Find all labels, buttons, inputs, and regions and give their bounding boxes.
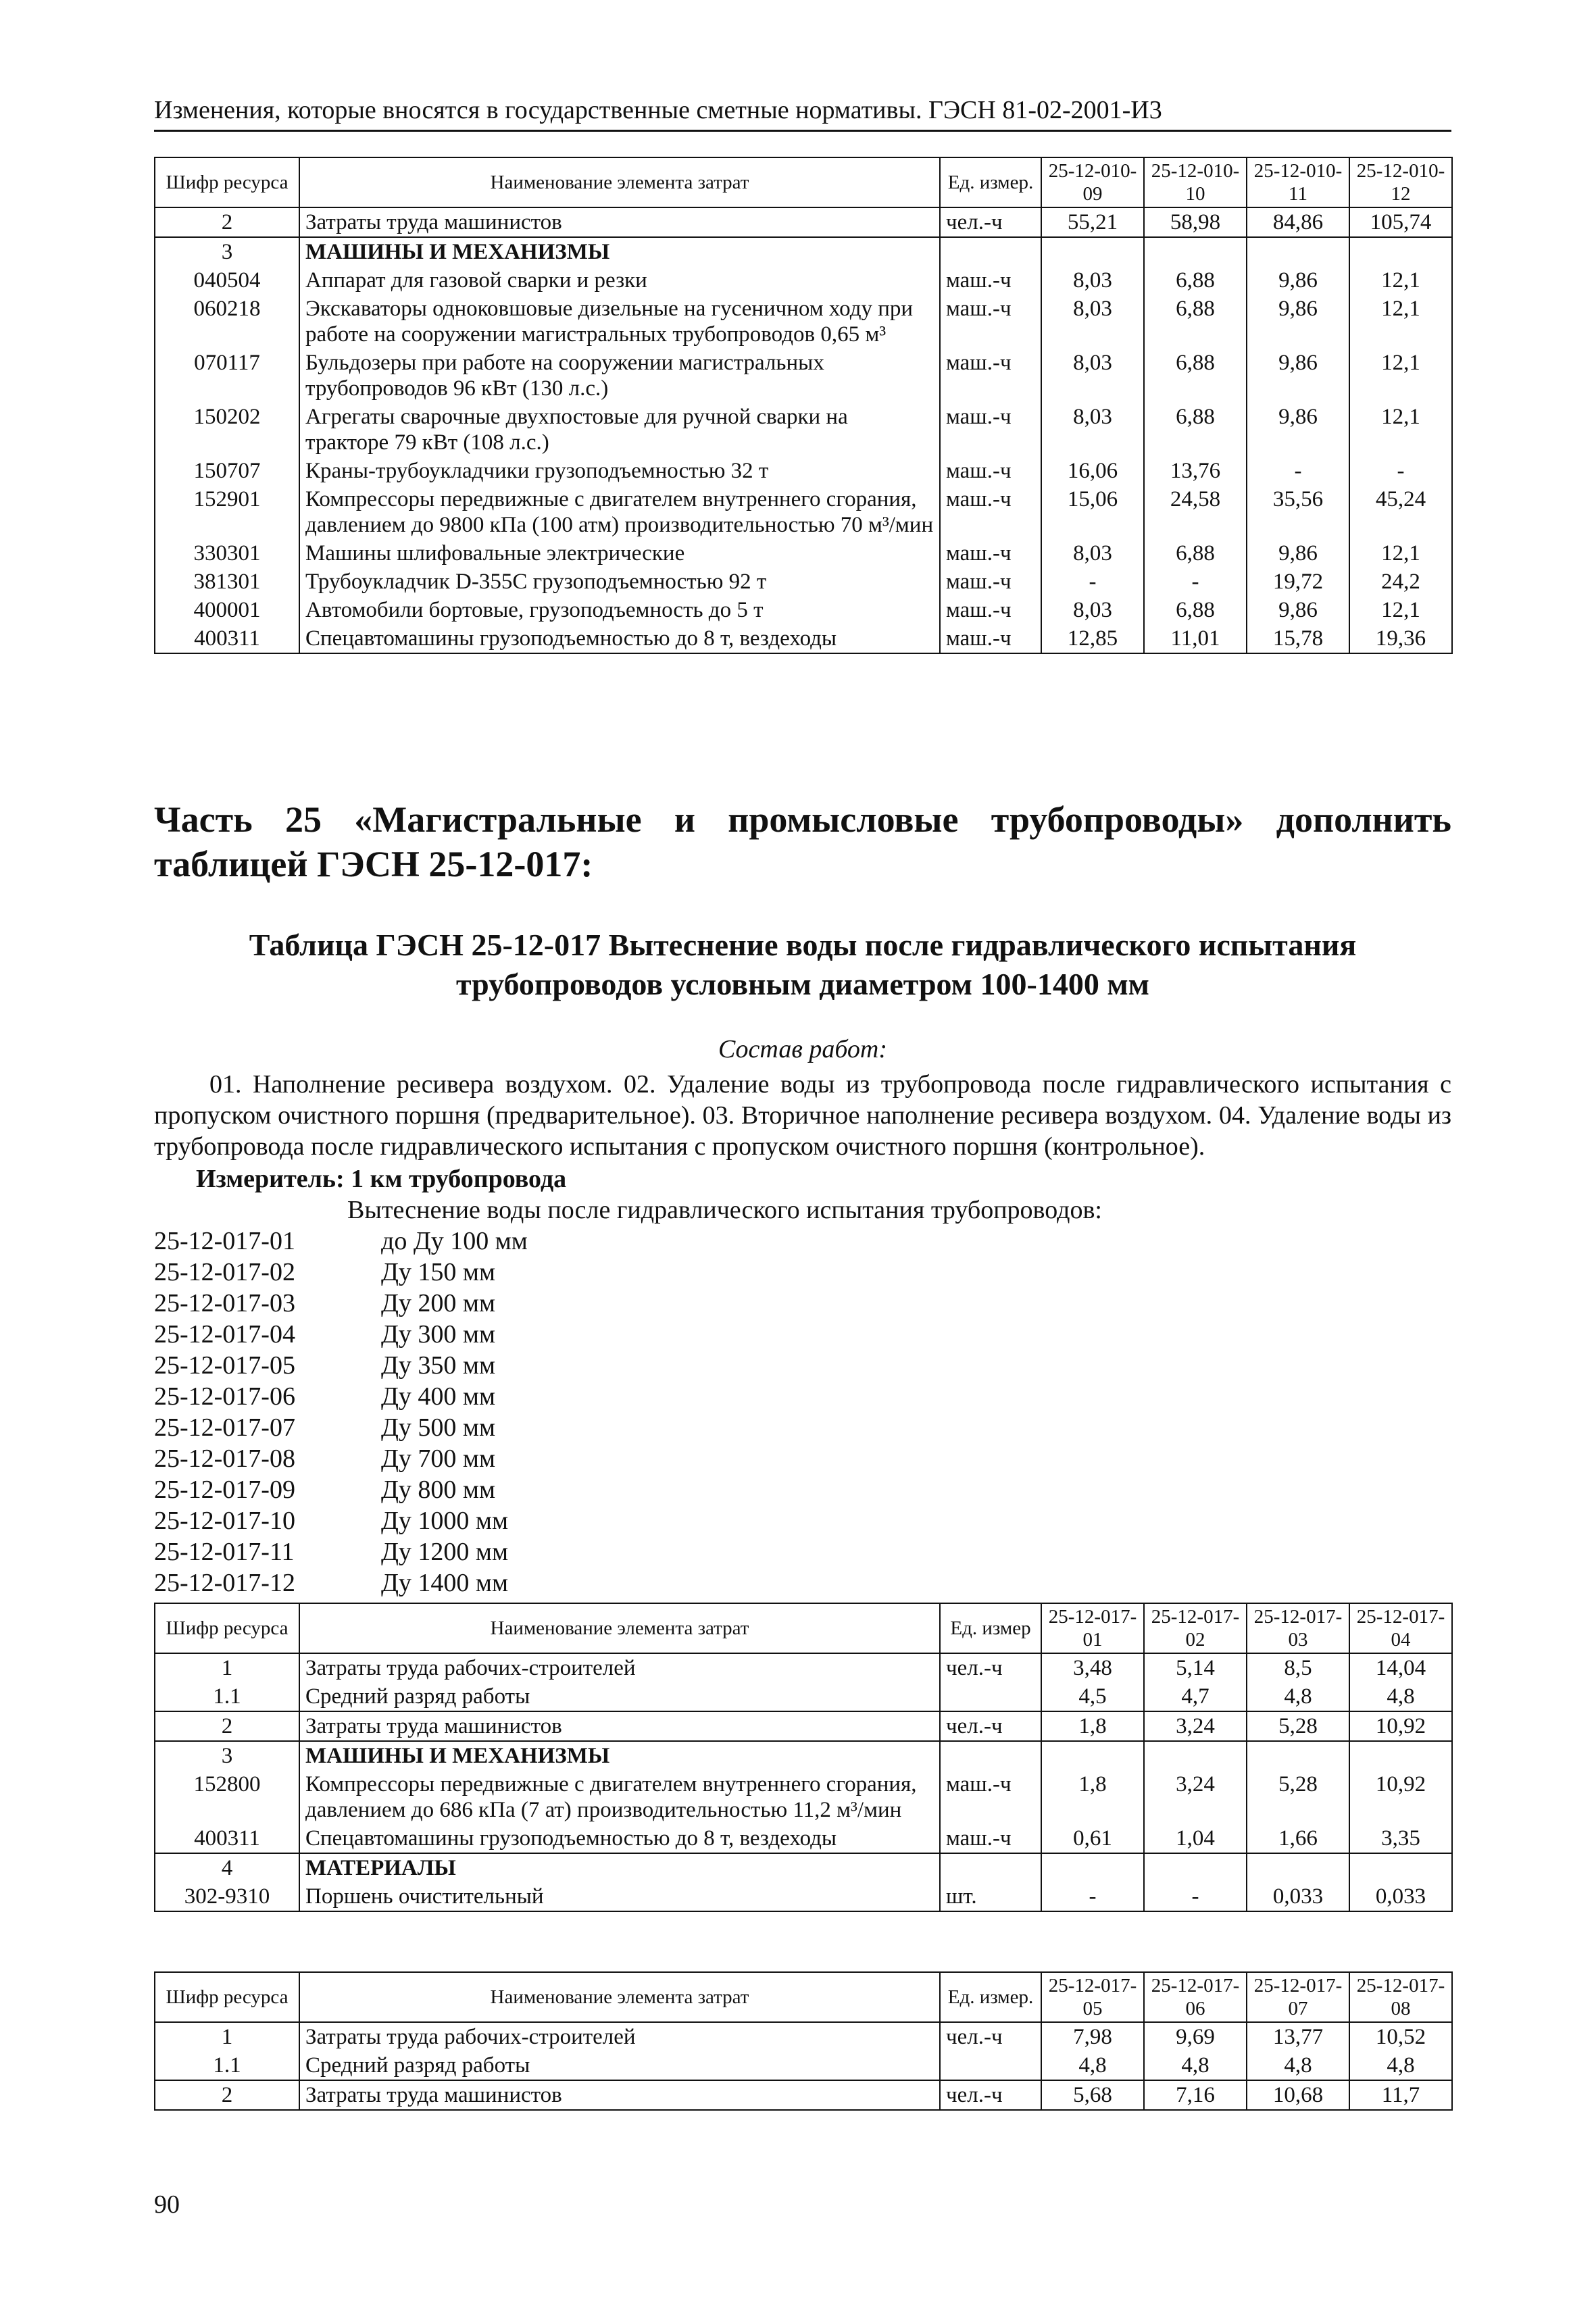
meter-line: Измеритель: 1 км трубопровода xyxy=(196,1165,567,1193)
unit-cell: чел.-ч xyxy=(940,207,1041,237)
cost-element-name: Затраты труда рабочих-строителей xyxy=(299,2022,940,2051)
header-col-4: 25-12-017-04 xyxy=(1349,1603,1452,1653)
value-cell: 9,86 xyxy=(1247,266,1349,295)
cost-element-name: Спецавтомашины грузоподъемностью до 8 т, вездеходы xyxy=(299,1824,940,1853)
value-cell: 12,1 xyxy=(1349,403,1452,457)
table-row xyxy=(155,596,1452,624)
header-col-2: 25-12-010-10 xyxy=(1144,157,1247,207)
unit-cell: чел.-ч xyxy=(940,2022,1041,2051)
unit-cell: маш.-ч xyxy=(940,624,1041,653)
value-cell: 8,03 xyxy=(1041,539,1144,568)
variant-label: Ду 350 мм xyxy=(381,1351,496,1380)
header-code: Шифр ресурса xyxy=(155,157,299,207)
table-title: Таблица ГЭСН 25-12-017 Вытеснение воды после гидравлического испытания трубопроводов условным диаметром 100-1400 мм xyxy=(249,928,1357,1001)
cost-element-name: Трубоукладчик D-355C грузоподъемностью 92 т xyxy=(299,568,940,596)
list-item xyxy=(154,1567,528,1599)
resource-code: 2 xyxy=(155,1711,299,1741)
work-composition-text: 01. Наполнение ресивера воздухом. 02. Удаление воды из трубопровода после гидравлического испытания с пропуском очистного поршня (предварительное). 03. Вторичное наполнение ресивера воздухом. 04. Удаление воды из трубопровода после гидравлического испытания с пропуском очистного поршня (контрольное). xyxy=(154,1070,1451,1161)
value-cell: 11,01 xyxy=(1144,624,1247,653)
value-cell: 8,03 xyxy=(1041,266,1144,295)
value-cell: 14,04 xyxy=(1349,1653,1452,1682)
variant-code: 25-12-017-08 xyxy=(154,1444,295,1473)
unit-cell: маш.-ч xyxy=(940,403,1041,457)
resource-table-017-05-08 xyxy=(154,1971,1453,2111)
value-cell: 58,98 xyxy=(1144,207,1247,237)
cost-element-name: Затраты труда машинистов xyxy=(299,207,940,237)
value-cell: 35,56 xyxy=(1247,485,1349,539)
value-cell: 8,03 xyxy=(1041,596,1144,624)
value-cell: 6,88 xyxy=(1144,295,1247,349)
value-cell: 10,92 xyxy=(1349,1711,1452,1741)
value-cell: 1,8 xyxy=(1041,1711,1144,1741)
value-cell: 4,5 xyxy=(1041,1682,1144,1711)
cost-element-name: МАШИНЫ И МЕХАНИЗМЫ xyxy=(299,237,940,266)
value-cell: 12,1 xyxy=(1349,349,1452,403)
unit-cell: маш.-ч xyxy=(940,485,1041,539)
header-code: Шифр ресурса xyxy=(155,1603,299,1653)
value-cell: 9,86 xyxy=(1247,349,1349,403)
header-name: Наименование элемента затрат xyxy=(299,1603,940,1653)
table-row xyxy=(155,403,1452,457)
cost-element-name: Экскаваторы одноковшовые дизельные на гусеничном ходу при работе на сооружении магистральных трубопроводов 0,65 м³ xyxy=(299,295,940,349)
resource-code: 400311 xyxy=(155,624,299,653)
resource-code: 152901 xyxy=(155,485,299,539)
table-row xyxy=(155,2080,1452,2110)
value-cell: 4,8 xyxy=(1349,2051,1452,2080)
cost-element-name: МАШИНЫ И МЕХАНИЗМЫ xyxy=(299,1741,940,1770)
unit-cell: чел.-ч xyxy=(940,2080,1041,2110)
resource-code: 302-9310 xyxy=(155,1882,299,1911)
variant-label: Ду 500 мм xyxy=(381,1413,496,1442)
value-cell xyxy=(1247,237,1349,266)
value-cell xyxy=(1349,1741,1452,1770)
work-composition-heading: Состав работ: xyxy=(718,1035,888,1063)
value-cell: 8,5 xyxy=(1247,1653,1349,1682)
variant-code: 25-12-017-01 xyxy=(154,1227,295,1255)
variant-list xyxy=(154,1226,528,1599)
value-cell xyxy=(1144,1741,1247,1770)
variant-label: Ду 300 мм xyxy=(381,1320,496,1349)
variant-code: 25-12-017-10 xyxy=(154,1507,295,1535)
list-item xyxy=(154,1319,528,1350)
variant-label: Ду 200 мм xyxy=(381,1289,496,1317)
value-cell: 4,8 xyxy=(1247,1682,1349,1711)
variant-code: 25-12-017-09 xyxy=(154,1476,295,1504)
unit-cell: маш.-ч xyxy=(940,1770,1041,1824)
value-cell xyxy=(1349,237,1452,266)
list-item xyxy=(154,1350,528,1381)
value-cell: 13,76 xyxy=(1144,457,1247,485)
value-cell: 45,24 xyxy=(1349,485,1452,539)
variant-label: Ду 150 мм xyxy=(381,1258,496,1286)
header-unit: Ед. измер xyxy=(940,1603,1041,1653)
resource-code: 2 xyxy=(155,207,299,237)
unit-cell: маш.-ч xyxy=(940,457,1041,485)
value-cell: 16,06 xyxy=(1041,457,1144,485)
value-cell: 12,1 xyxy=(1349,596,1452,624)
variant-label: до Ду 100 мм xyxy=(381,1227,528,1255)
cost-element-name: Компрессоры передвижные с двигателем внутреннего сгорания, давлением до 686 кПа (7 ат) производительностью 11,2 м³/мин xyxy=(299,1770,940,1824)
value-cell xyxy=(1247,1741,1349,1770)
cost-element-name: МАТЕРИАЛЫ xyxy=(299,1853,940,1882)
table-row xyxy=(155,1882,1452,1911)
variant-label: Ду 1200 мм xyxy=(381,1538,509,1566)
value-cell xyxy=(1041,237,1144,266)
resource-code: 150202 xyxy=(155,403,299,457)
resource-code: 2 xyxy=(155,2080,299,2110)
value-cell: 7,16 xyxy=(1144,2080,1247,2110)
variant-label: Ду 400 мм xyxy=(381,1382,496,1411)
value-cell: 105,74 xyxy=(1349,207,1452,237)
value-cell: 10,92 xyxy=(1349,1770,1452,1824)
table-header-row xyxy=(155,1972,1452,2022)
value-cell: 6,88 xyxy=(1144,403,1247,457)
list-item xyxy=(154,1505,528,1536)
variant-code: 25-12-017-03 xyxy=(154,1289,295,1317)
value-cell: 19,36 xyxy=(1349,624,1452,653)
value-cell: 0,61 xyxy=(1041,1824,1144,1853)
table-row xyxy=(155,1682,1452,1711)
cost-element-name: Затраты труда машинистов xyxy=(299,2080,940,2110)
header-col-1: 25-12-017-05 xyxy=(1041,1972,1144,2022)
resource-code: 1 xyxy=(155,1653,299,1682)
value-cell: 12,85 xyxy=(1041,624,1144,653)
cost-element-name: Средний разряд работы xyxy=(299,2051,940,2080)
resource-code: 400311 xyxy=(155,1824,299,1853)
table-row xyxy=(155,568,1452,596)
value-cell: 9,86 xyxy=(1247,596,1349,624)
value-cell: 19,72 xyxy=(1247,568,1349,596)
table-row xyxy=(155,1653,1452,1682)
table-row xyxy=(155,295,1452,349)
unit-cell: маш.-ч xyxy=(940,539,1041,568)
list-item xyxy=(154,1443,528,1474)
value-cell: 12,1 xyxy=(1349,295,1452,349)
value-cell: 55,21 xyxy=(1041,207,1144,237)
value-cell: 4,7 xyxy=(1144,1682,1247,1711)
resource-code: 3 xyxy=(155,237,299,266)
header-col-2: 25-12-017-02 xyxy=(1144,1603,1247,1653)
table-row xyxy=(155,237,1452,266)
unit-cell xyxy=(940,1853,1041,1882)
variant-code: 25-12-017-07 xyxy=(154,1413,295,1442)
header-code: Шифр ресурса xyxy=(155,1972,299,2022)
table-row xyxy=(155,539,1452,568)
value-cell: 1,04 xyxy=(1144,1824,1247,1853)
resource-code: 1.1 xyxy=(155,1682,299,1711)
value-cell xyxy=(1349,1853,1452,1882)
unit-cell: чел.-ч xyxy=(940,1711,1041,1741)
unit-cell xyxy=(940,237,1041,266)
value-cell: 9,86 xyxy=(1247,403,1349,457)
table-row xyxy=(155,2051,1452,2080)
value-cell: 4,8 xyxy=(1349,1682,1452,1711)
value-cell: 1,66 xyxy=(1247,1824,1349,1853)
value-cell: 4,8 xyxy=(1144,2051,1247,2080)
value-cell: 15,06 xyxy=(1041,485,1144,539)
value-cell: 5,14 xyxy=(1144,1653,1247,1682)
value-cell: - xyxy=(1349,457,1452,485)
list-item xyxy=(154,1536,528,1567)
unit-cell: маш.-ч xyxy=(940,266,1041,295)
unit-cell xyxy=(940,1741,1041,1770)
cost-element-name: Затраты труда рабочих-строителей xyxy=(299,1653,940,1682)
value-cell: 5,28 xyxy=(1247,1770,1349,1824)
value-cell: 5,28 xyxy=(1247,1711,1349,1741)
value-cell: 3,24 xyxy=(1144,1711,1247,1741)
value-cell: 13,77 xyxy=(1247,2022,1349,2051)
variant-code: 25-12-017-02 xyxy=(154,1258,295,1286)
list-item xyxy=(154,1381,528,1412)
list-item xyxy=(154,1226,528,1257)
unit-cell: шт. xyxy=(940,1882,1041,1911)
value-cell: 6,88 xyxy=(1144,266,1247,295)
value-cell xyxy=(1144,237,1247,266)
cost-element-name: Аппарат для газовой сварки и резки xyxy=(299,266,940,295)
variant-label: Ду 1000 мм xyxy=(381,1507,509,1535)
resource-code: 3 xyxy=(155,1741,299,1770)
value-cell: 0,033 xyxy=(1247,1882,1349,1911)
value-cell: 3,48 xyxy=(1041,1653,1144,1682)
cost-element-name: Компрессоры передвижные с двигателем внутреннего сгорания, давлением до 9800 кПа (100 атм) производительностью 70 м³/мин xyxy=(299,485,940,539)
variant-code: 25-12-017-06 xyxy=(154,1382,295,1411)
value-cell: 3,35 xyxy=(1349,1824,1452,1853)
resource-code: 152800 xyxy=(155,1770,299,1824)
header-col-2: 25-12-017-06 xyxy=(1144,1972,1247,2022)
header-col-3: 25-12-010-11 xyxy=(1247,157,1349,207)
value-cell: 9,86 xyxy=(1247,539,1349,568)
cost-element-name: Краны-трубоукладчики грузоподъемностью 32 т xyxy=(299,457,940,485)
variant-code: 25-12-017-12 xyxy=(154,1569,295,1597)
value-cell: 0,033 xyxy=(1349,1882,1452,1911)
page-number: 90 xyxy=(154,2190,180,2219)
resource-table-017-01-04 xyxy=(154,1603,1453,1912)
resource-code: 1.1 xyxy=(155,2051,299,2080)
header-col-4: 25-12-010-12 xyxy=(1349,157,1452,207)
value-cell: 12,1 xyxy=(1349,539,1452,568)
value-cell: 4,8 xyxy=(1041,2051,1144,2080)
header-name: Наименование элемента затрат xyxy=(299,157,940,207)
variant-label: Ду 700 мм xyxy=(381,1444,496,1473)
variant-label: Ду 1400 мм xyxy=(381,1569,509,1597)
value-cell: 6,88 xyxy=(1144,596,1247,624)
value-cell: 84,86 xyxy=(1247,207,1349,237)
resource-code: 060218 xyxy=(155,295,299,349)
cost-element-name: Бульдозеры при работе на сооружении магистральных трубопроводов 96 кВт (130 л.с.) xyxy=(299,349,940,403)
value-cell: - xyxy=(1041,1882,1144,1911)
cost-element-name: Спецавтомашины грузоподъемностью до 8 т, вездеходы xyxy=(299,624,940,653)
value-cell: - xyxy=(1247,457,1349,485)
resource-code: 330301 xyxy=(155,539,299,568)
value-cell: 9,86 xyxy=(1247,295,1349,349)
value-cell: 6,88 xyxy=(1144,539,1247,568)
value-cell xyxy=(1041,1741,1144,1770)
table-row xyxy=(155,1824,1452,1853)
value-cell: 24,58 xyxy=(1144,485,1247,539)
value-cell xyxy=(1247,1853,1349,1882)
value-cell: 4,8 xyxy=(1247,2051,1349,2080)
value-cell: 12,1 xyxy=(1349,266,1452,295)
table-row xyxy=(155,1711,1452,1741)
value-cell: 5,68 xyxy=(1041,2080,1144,2110)
resource-code: 070117 xyxy=(155,349,299,403)
resource-code: 381301 xyxy=(155,568,299,596)
value-cell: 10,68 xyxy=(1247,2080,1349,2110)
value-cell: 8,03 xyxy=(1041,295,1144,349)
variants-intro: Вытеснение воды после гидравлического испытания трубопроводов: xyxy=(347,1196,1102,1224)
unit-cell xyxy=(940,2051,1041,2080)
unit-cell: чел.-ч xyxy=(940,1653,1041,1682)
table-row xyxy=(155,349,1452,403)
value-cell xyxy=(1144,1853,1247,1882)
table-row xyxy=(155,485,1452,539)
cost-element-name: Автомобили бортовые, грузоподъемность до 5 т xyxy=(299,596,940,624)
table-row xyxy=(155,457,1452,485)
value-cell: 11,7 xyxy=(1349,2080,1452,2110)
header-unit: Ед. измер. xyxy=(940,157,1041,207)
header-name: Наименование элемента затрат xyxy=(299,1972,940,2022)
table-row xyxy=(155,207,1452,237)
resource-code: 150707 xyxy=(155,457,299,485)
unit-cell: маш.-ч xyxy=(940,568,1041,596)
header-col-1: 25-12-017-01 xyxy=(1041,1603,1144,1653)
cost-element-name: Средний разряд работы xyxy=(299,1682,940,1711)
resource-code: 040504 xyxy=(155,266,299,295)
value-cell xyxy=(1041,1853,1144,1882)
unit-cell xyxy=(940,1682,1041,1711)
resource-code: 4 xyxy=(155,1853,299,1882)
value-cell: 7,98 xyxy=(1041,2022,1144,2051)
variant-code: 25-12-017-11 xyxy=(154,1538,295,1566)
table-header-row xyxy=(155,1603,1452,1653)
resource-code: 1 xyxy=(155,2022,299,2051)
value-cell: 8,03 xyxy=(1041,403,1144,457)
value-cell: 24,2 xyxy=(1349,568,1452,596)
list-item xyxy=(154,1412,528,1443)
resource-table-010 xyxy=(154,157,1453,654)
resource-code: 400001 xyxy=(155,596,299,624)
value-cell: - xyxy=(1144,1882,1247,1911)
unit-cell: маш.-ч xyxy=(940,295,1041,349)
cost-element-name: Машины шлифовальные электрические xyxy=(299,539,940,568)
variant-label: Ду 800 мм xyxy=(381,1476,496,1504)
header-unit: Ед. измер. xyxy=(940,1972,1041,2022)
table-row xyxy=(155,266,1452,295)
table-row xyxy=(155,1770,1452,1824)
value-cell: 9,69 xyxy=(1144,2022,1247,2051)
value-cell: 3,24 xyxy=(1144,1770,1247,1824)
list-item xyxy=(154,1288,528,1319)
header-col-4: 25-12-017-08 xyxy=(1349,1972,1452,2022)
cost-element-name: Поршень очистительный xyxy=(299,1882,940,1911)
header-col-1: 25-12-010-09 xyxy=(1041,157,1144,207)
variant-code: 25-12-017-04 xyxy=(154,1320,295,1349)
part-title: Часть 25 «Магистральные и промысловые трубопроводы» дополнить таблицей ГЭСН 25-12-017: xyxy=(154,799,1451,884)
unit-cell: маш.-ч xyxy=(940,596,1041,624)
table-header-row xyxy=(155,157,1452,207)
unit-cell: маш.-ч xyxy=(940,1824,1041,1853)
table-row xyxy=(155,624,1452,653)
table-row xyxy=(155,2022,1452,2051)
variant-code: 25-12-017-05 xyxy=(154,1351,295,1380)
cost-element-name: Затраты труда машинистов xyxy=(299,1711,940,1741)
list-item xyxy=(154,1474,528,1505)
value-cell: 15,78 xyxy=(1247,624,1349,653)
running-header: Изменения, которые вносятся в государственные сметные нормативы. ГЭСН 81-02-2001-И3 xyxy=(154,95,1451,132)
unit-cell: маш.-ч xyxy=(940,349,1041,403)
value-cell: 8,03 xyxy=(1041,349,1144,403)
value-cell: - xyxy=(1041,568,1144,596)
value-cell: - xyxy=(1144,568,1247,596)
table-row xyxy=(155,1741,1452,1770)
value-cell: 10,52 xyxy=(1349,2022,1452,2051)
cost-element-name: Агрегаты сварочные двухпостовые для ручной сварки на тракторе 79 кВт (108 л.с.) xyxy=(299,403,940,457)
header-col-3: 25-12-017-03 xyxy=(1247,1603,1349,1653)
list-item xyxy=(154,1257,528,1288)
value-cell: 1,8 xyxy=(1041,1770,1144,1824)
table-row xyxy=(155,1853,1452,1882)
value-cell: 6,88 xyxy=(1144,349,1247,403)
header-col-3: 25-12-017-07 xyxy=(1247,1972,1349,2022)
